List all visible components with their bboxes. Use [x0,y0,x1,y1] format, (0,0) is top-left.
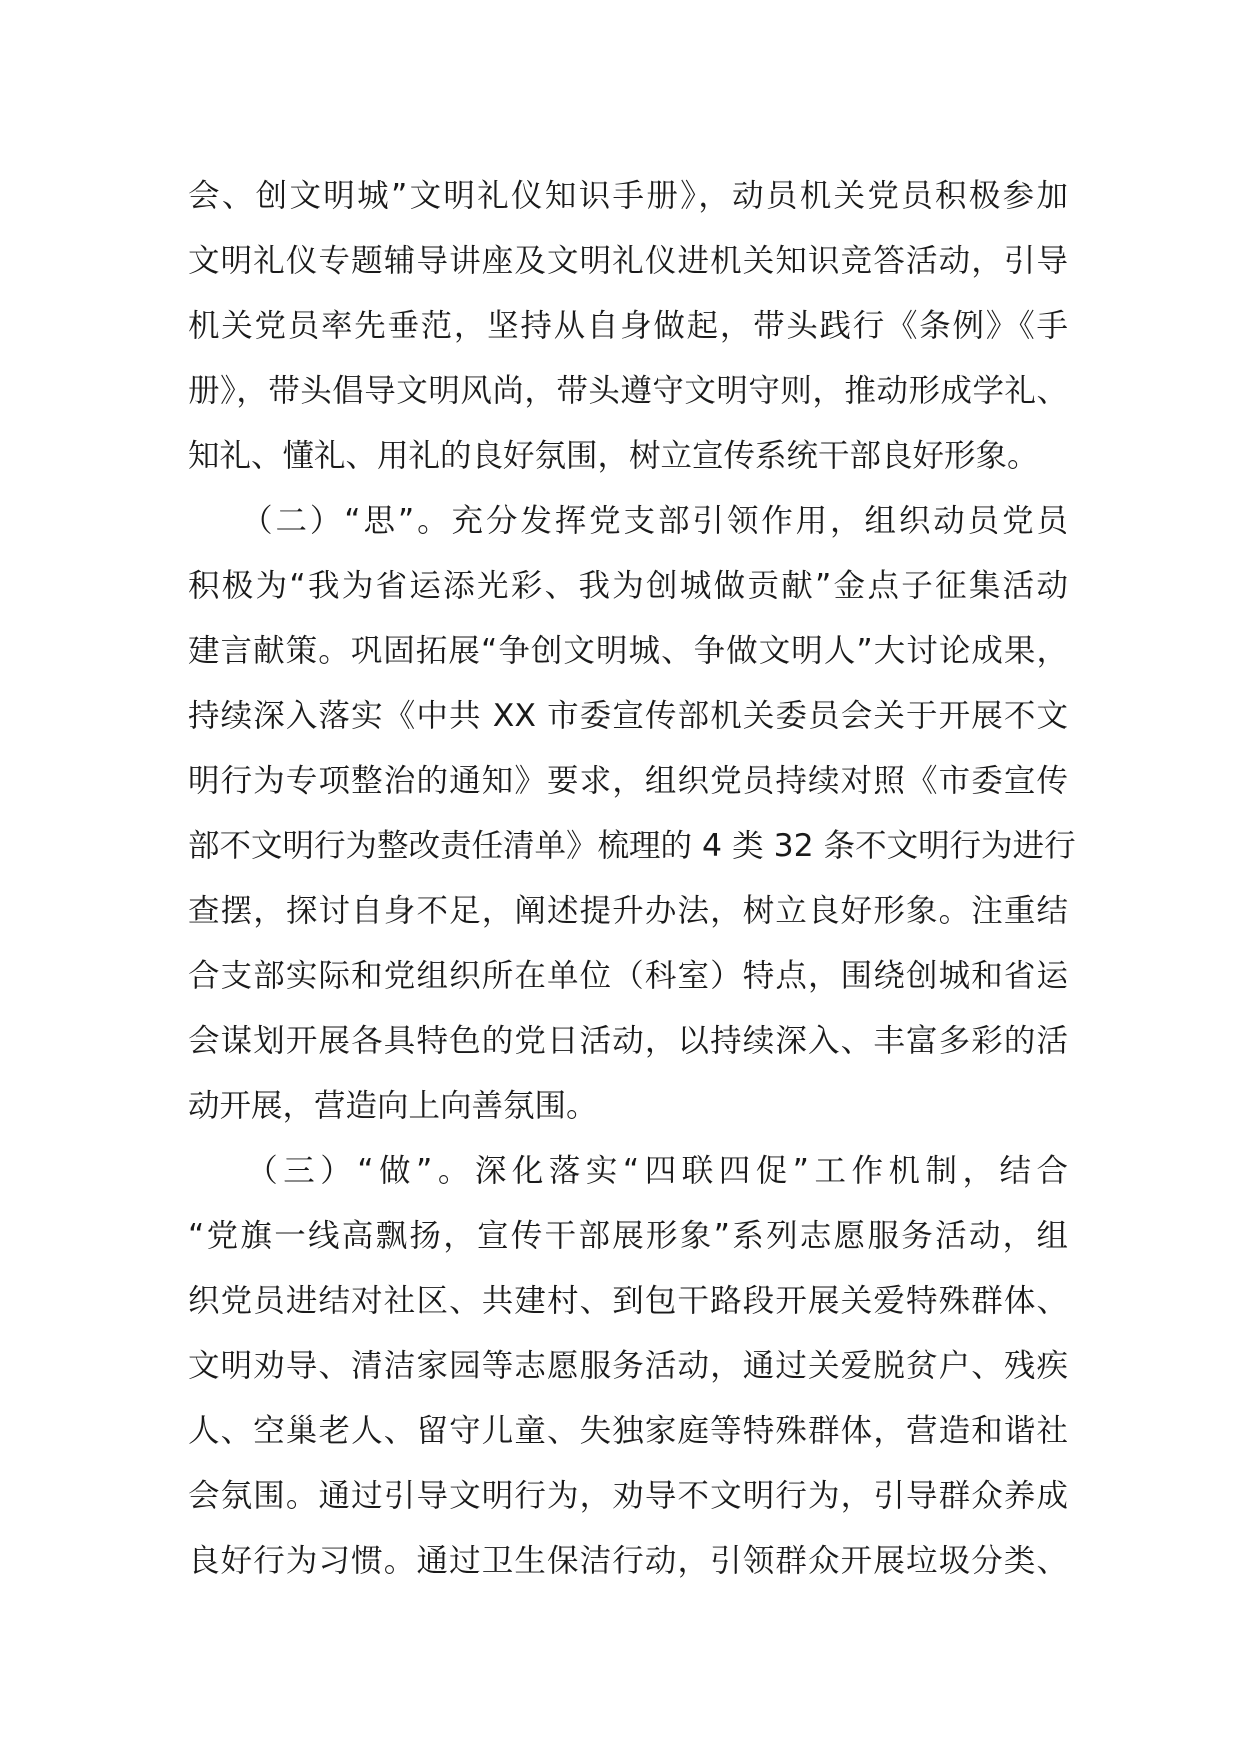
text-line: 良好行为习惯。通过卫生保洁行动，引领群众开展垃圾分类、 [188,1543,1068,1579]
section-heading-line: （二）“思”。充分发挥党支部引领作用，组织动员党员 [188,503,1068,539]
text-line: 合支部实际和党组织所在单位（科室）特点，围绕创城和省运 [188,958,1068,994]
text-line: 部不文明行为整改责任清单》梳理的 4 类 32 条不文明行为进行 [188,828,1076,864]
text-line: 会谋划开展各具特色的党日活动，以持续深入、丰富多彩的活 [188,1023,1068,1059]
section-heading-line: （三）“做”。深化落实“四联四促”工作机制，结合 [188,1153,1068,1189]
text-line: 知礼、懂礼、用礼的良好氛围，树立宣传系统干部良好形象。 [188,438,1039,474]
text-line: 文明礼仪专题辅导讲座及文明礼仪进机关知识竞答活动，引导 [188,243,1068,279]
text-line: 动开展，营造向上向善氛围。 [188,1088,598,1124]
text-line: 机关党员率先垂范，坚持从自身做起，带头践行《条例》《手 [188,308,1068,344]
text-line: 会、创文明城”文明礼仪知识手册》，动员机关党员积极参加 [188,178,1068,214]
text-line: 持续深入落实《中共 XX 市委宣传部机关委员会关于开展不文 [188,698,1068,734]
text-line: “党旗一线高飘扬，宣传干部展形象”系列志愿服务活动，组 [188,1218,1068,1254]
text-line: 建言献策。巩固拓展“争创文明城、争做文明人”大讨论成果， [188,633,1068,669]
text-line: 文明劝导、清洁家园等志愿服务活动，通过关爱脱贫户、残疾 [188,1348,1068,1384]
text-line: 明行为专项整治的通知》要求，组织党员持续对照《市委宣传 [188,763,1068,799]
text-line: 人、空巢老人、留守儿童、失独家庭等特殊群体，营造和谐社 [188,1413,1068,1449]
text-line: 织党员进结对社区、共建村、到包干路段开展关爱特殊群体、 [188,1283,1068,1319]
text-line: 册》，带头倡导文明风尚，带头遵守文明守则，推动形成学礼、 [188,373,1068,409]
body-text [188,164,1076,1594]
text-line: 查摆，探讨自身不足，阐述提升办法，树立良好形象。注重结 [188,893,1068,929]
text-line: 积极为“我为省运添光彩、我为创城做贡献”金点子征集活动 [188,568,1068,604]
text-line: 会氛围。通过引导文明行为，劝导不文明行为，引导群众养成 [188,1478,1068,1514]
